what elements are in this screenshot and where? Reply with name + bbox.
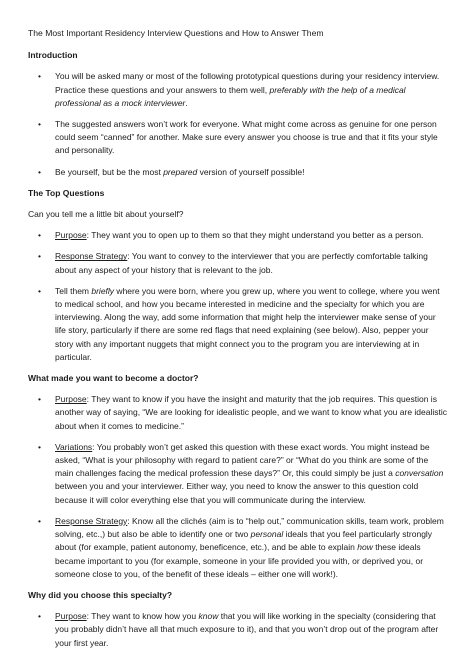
introduction-list xyxy=(28,70,447,178)
section-heading-introduction: Introduction xyxy=(28,50,78,61)
q1-purpose: • Purpose: They want you to open up to them so that they might understand you better as a person. xyxy=(28,229,447,242)
question-3-list xyxy=(28,610,447,650)
q2-purpose: • Purpose: They want to know if you have the insight and maturity that the job requires. This question is another way of saying, “We are looking for idealistic people, and we want to know what you are idealistic about when it comes to medicine.” xyxy=(28,393,447,433)
intro-bullet-be-yourself: • Be yourself, but be the most prepared version of yourself possible! xyxy=(28,166,447,179)
question-why-doctor: What made you want to become a doctor? xyxy=(28,373,199,384)
q3-purpose: • Purpose: They want to know how you know that you will like working in the specialty (considering that you probably didn’t have all that much exposure to it), and that you won’t drop out of the program after your first year. xyxy=(28,610,447,650)
question-2-list xyxy=(28,393,447,581)
section-heading-top-questions: The Top Questions xyxy=(28,187,105,198)
q2-response-strategy: • Response Strategy: Know all the clichés (aim is to “help out,” communication skills, team work, problem solving, etc.,) but also be able to identify one or two personal ideals that you feel particularly strongly about (for example, patient autonomy, beneficence, etc.), and be able to explain how these ideals became important to you (for example, someone in your life provided you with, or deprived you, or someone close to you, of the benefit of these ideals – either one will work!). xyxy=(28,515,447,581)
document-title: The Most Important Residency Interview Questions and How to Answer Them xyxy=(28,28,324,38)
question-tell-me-about-yourself: Can you tell me a little bit about yourself? xyxy=(28,209,184,220)
q1-tell-them: • Tell them briefly where you were born, where you grew up, where you went to college, where you went to medical school, and how you became interested in medicine and the specialty for which you are interviewing. Along the way, add some information that might help the interviewer make sense of your life story, particularly if there are some red flags that need explaining (see below). Also, pepper your story with any important nuggets that might connect you to the program you are interviewing at in particular. xyxy=(28,285,447,364)
question-why-specialty: Why did you choose this specialty? xyxy=(28,589,173,600)
intro-bullet-practice: • You will be asked many or most of the following prototypical questions during your residency interview. Practice these questions and your answers to them well, preferably with the help of a medical professional as a mock interviewer. xyxy=(28,70,447,110)
q1-response-strategy: • Response Strategy: You want to convey to the interviewer that you are perfectly comfortable talking about any aspect of your history that is relevant to the job. xyxy=(28,250,447,276)
q2-variations: • Variations: You probably won’t get asked this question with these exact words. You might instead be asked, “What is your philosophy with regard to patient care?” or “What do you think are some of the main challenges facing the medical profession these days?” Or, this could simply be just a conversation between you and your interviewer. Either way, you need to know the answer to this question cold because it will color everything else that you will communicate during the interview. xyxy=(28,441,447,507)
intro-bullet-suggested-answers: • The suggested answers won’t work for everyone. What might come across as genuine for one person could seem “canned” for another. Make sure every answer you choose is true and that it fits your style and personality. xyxy=(28,118,447,158)
question-1-list xyxy=(28,229,447,364)
